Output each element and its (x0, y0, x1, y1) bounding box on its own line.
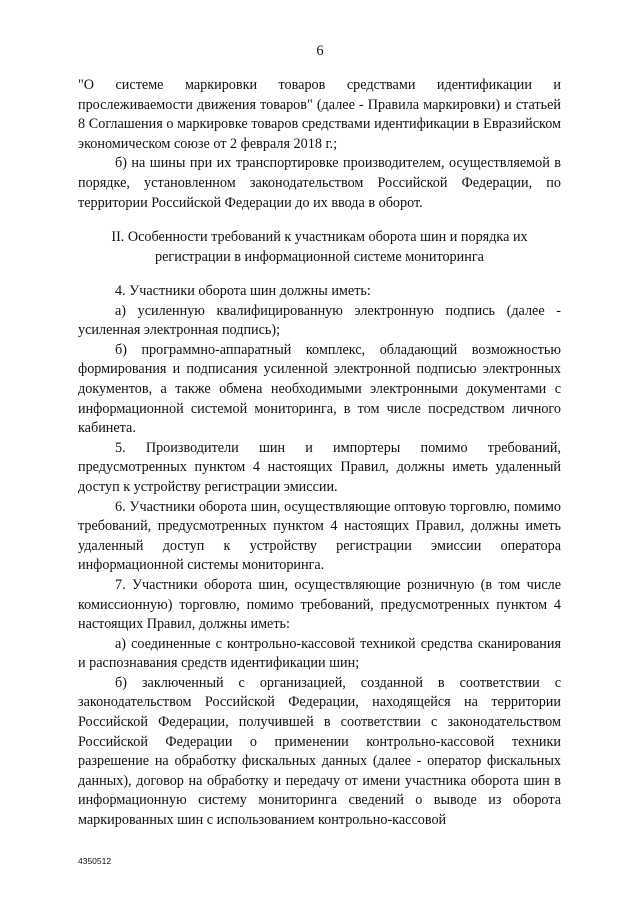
paragraph-item-4a: а) усиленную квалифицированную электронную подпись (далее - усиленная электронная подпись); (78, 302, 561, 339)
body-text-block (78, 282, 561, 831)
top-text-block (78, 76, 561, 213)
paragraph-item-b-transport: б) на шины при их транспортировке производителем, осуществляемой в порядке, установленном законодательством Российской Федерации, по территории Российской Федерации до их ввода в оборот. (78, 155, 561, 211)
paragraph-item-7b: б) заключенный с организацией, созданной в соответствии с законодательством Российской Федерации, находящейся на территории Российской Федерации, получившей в соответствии с законодательством Российской Федерации о применении контрольно-кассовой техники разрешение на обработку фискальных данных (далее - оператор фискальных данных), договор на обработку и передачу от имени участника оборота шин в информационную систему мониторинга сведений о выводе из оборота маркированных шин с использованием контрольно-кассовой (78, 674, 561, 829)
page-number: 6 (316, 43, 324, 59)
paragraph-marking-rules-reference: "О системе маркировки товаров средствами идентификации и прослеживаемости движения товаров" (далее - Правила маркировки) и статьей 8 Соглашения о маркировке товаров средствами идентификации в Евразийском экономическом союзе от 2 февраля 2018 г.; (78, 77, 561, 152)
paragraph-item-4b: б) программно-аппаратный комплекс, обладающий возможностью формирования и подписания усиленной электронной подписью электронных документов, а также обмена необходимыми электронными документами с информационной системой мониторинга, в том числе посредством личного кабинета. (78, 341, 561, 437)
section-heading-line-2: регистрации в информационной системе мониторинга (155, 248, 484, 265)
paragraph-item-5: 5. Производители шин и импортеры помимо требований, предусмотренных пунктом 4 настоящих Правил, должны иметь удаленный доступ к устройству регистрации эмиссии. (78, 439, 561, 495)
section-heading (78, 228, 561, 267)
paragraph-item-7: 7. Участники оборота шин, осуществляющие розничную (в том числе комиссионную) торговлю, помимо требований, предусмотренных пунктом 4 настоящих Правил, должны иметь: (78, 576, 561, 633)
paragraph-item-7a: а) соединенные с контрольно-кассовой техникой средства сканирования и распознавания средств идентификации шин; (78, 635, 561, 672)
paragraph-item-4: 4. Участники оборота шин должны иметь: (115, 283, 371, 299)
section-heading-line-1: II. Особенности требований к участникам оборота шин и порядка их (111, 229, 528, 245)
paragraph-item-6: 6. Участники оборота шин, осуществляющие оптовую торговлю, помимо требований, предусмотренных пунктом 4 настоящих Правил, должны иметь удаленный доступ к устройству регистрации эмиссии оператора информационной системы мониторинга. (78, 498, 561, 574)
document-code: 4350512 (78, 856, 112, 866)
